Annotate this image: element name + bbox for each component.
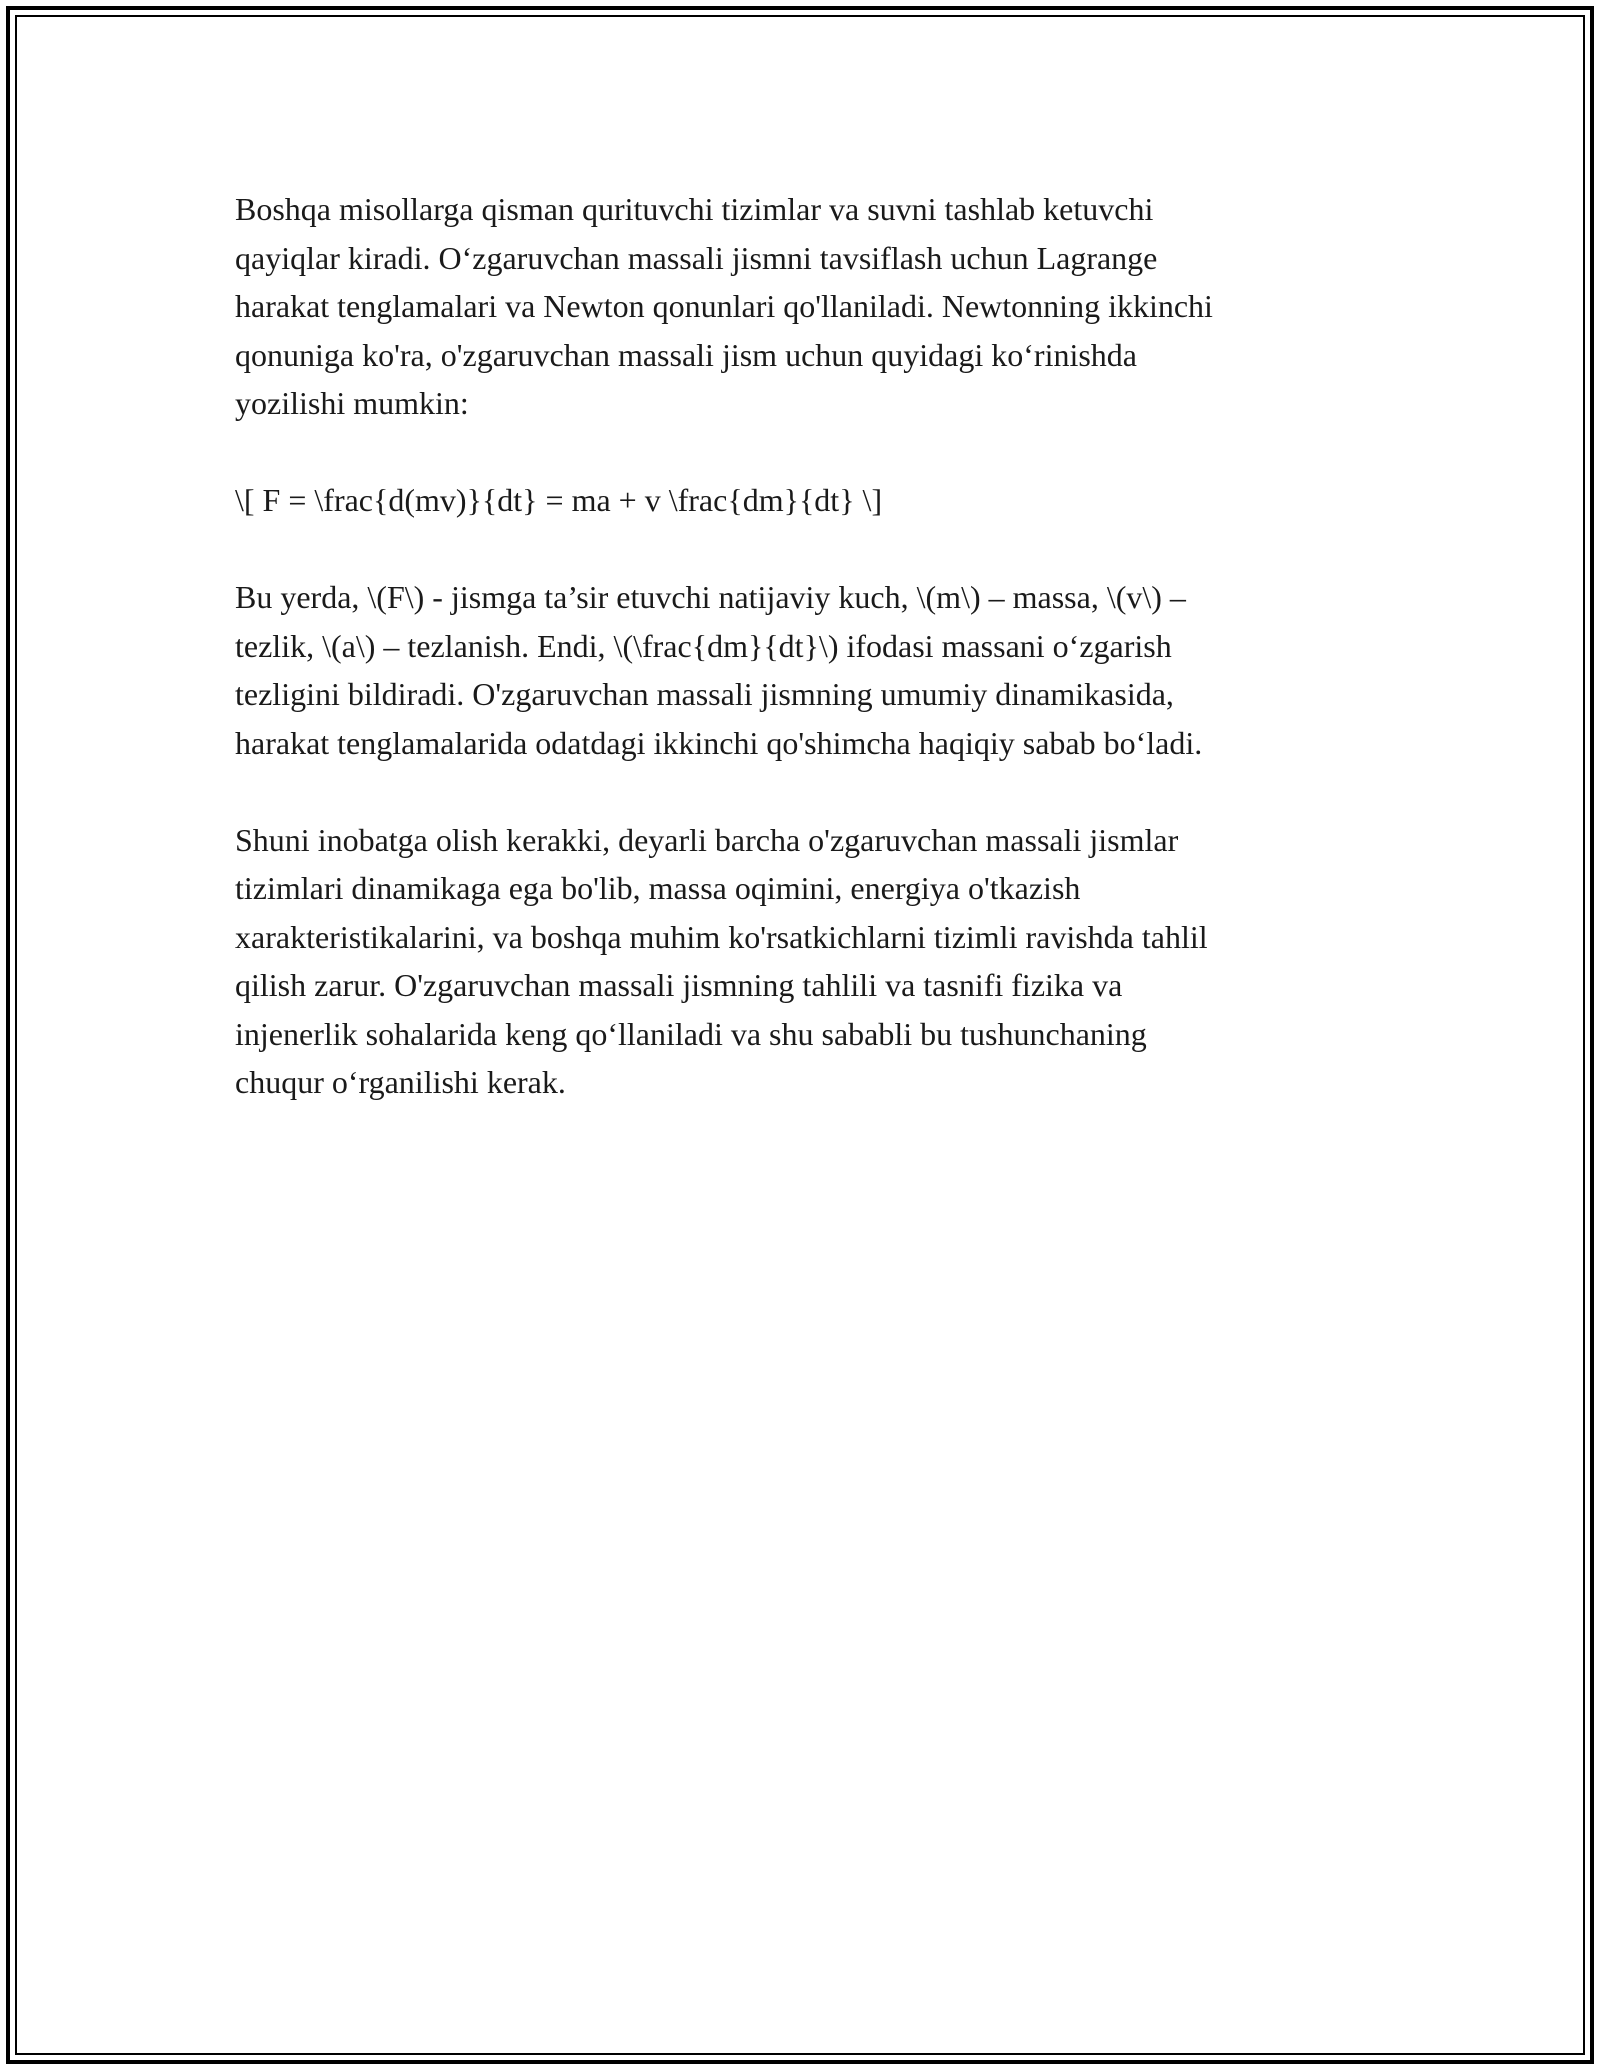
paragraph-conclusion: Shuni inobatga olish kerakki, deyarli barcha o'zgaruvchan massali jismlar tizimlari dinamikaga ega bo'lib, massa oqimini, energiya o'tkazish xarakteristikalarini, va boshqa muhim ko'rsatkichlarni tizimli ravishda tahlil qilish zarur. O'zgaruvchan massali jismning tahlili va tasnifi fizika va injenerlik sohalarida keng qo‘llaniladi va shu sababli bu tushunchaning chuqur o‘rganilishi kerak. [235, 821, 1208, 1100]
document-body [235, 185, 1375, 1155]
formula-line: \[ F = \frac{d(mv)}{dt} = ma + v \frac{dm}{dt} \] [235, 482, 883, 518]
paragraph-intro: Boshqa misollarga qisman qurituvchi tizimlar va suvni tashlab ketuvchi qayiqlar kiradi. O‘zgaruvchan massali jismni tavsiflash uchun Lagrange harakat tenglamalari va Newton qonunlari qo'llaniladi. Newtonning ikkinchi qonuniga ko'ra, o'zgaruvchan massali jism uchun quyidagi ko‘rinishda yozilishi mumkin: [235, 191, 1213, 421]
paragraph-definitions: Bu yerda, \(F\) - jismga ta’sir etuvchi natijaviy kuch, \(m\) – massa, \(v\) – tezlik, \(a\) – tezlanish. Endi, \(\frac{dm}{dt}\) ifodasi massani o‘zgarish tezligini bildiradi. O'zgaruvchan massali jismning umumiy dinamikasida, harakat tenglamalarida odatdagi ikkinchi qo'shimcha haqiqiy sabab bo‘ladi. [235, 579, 1203, 761]
